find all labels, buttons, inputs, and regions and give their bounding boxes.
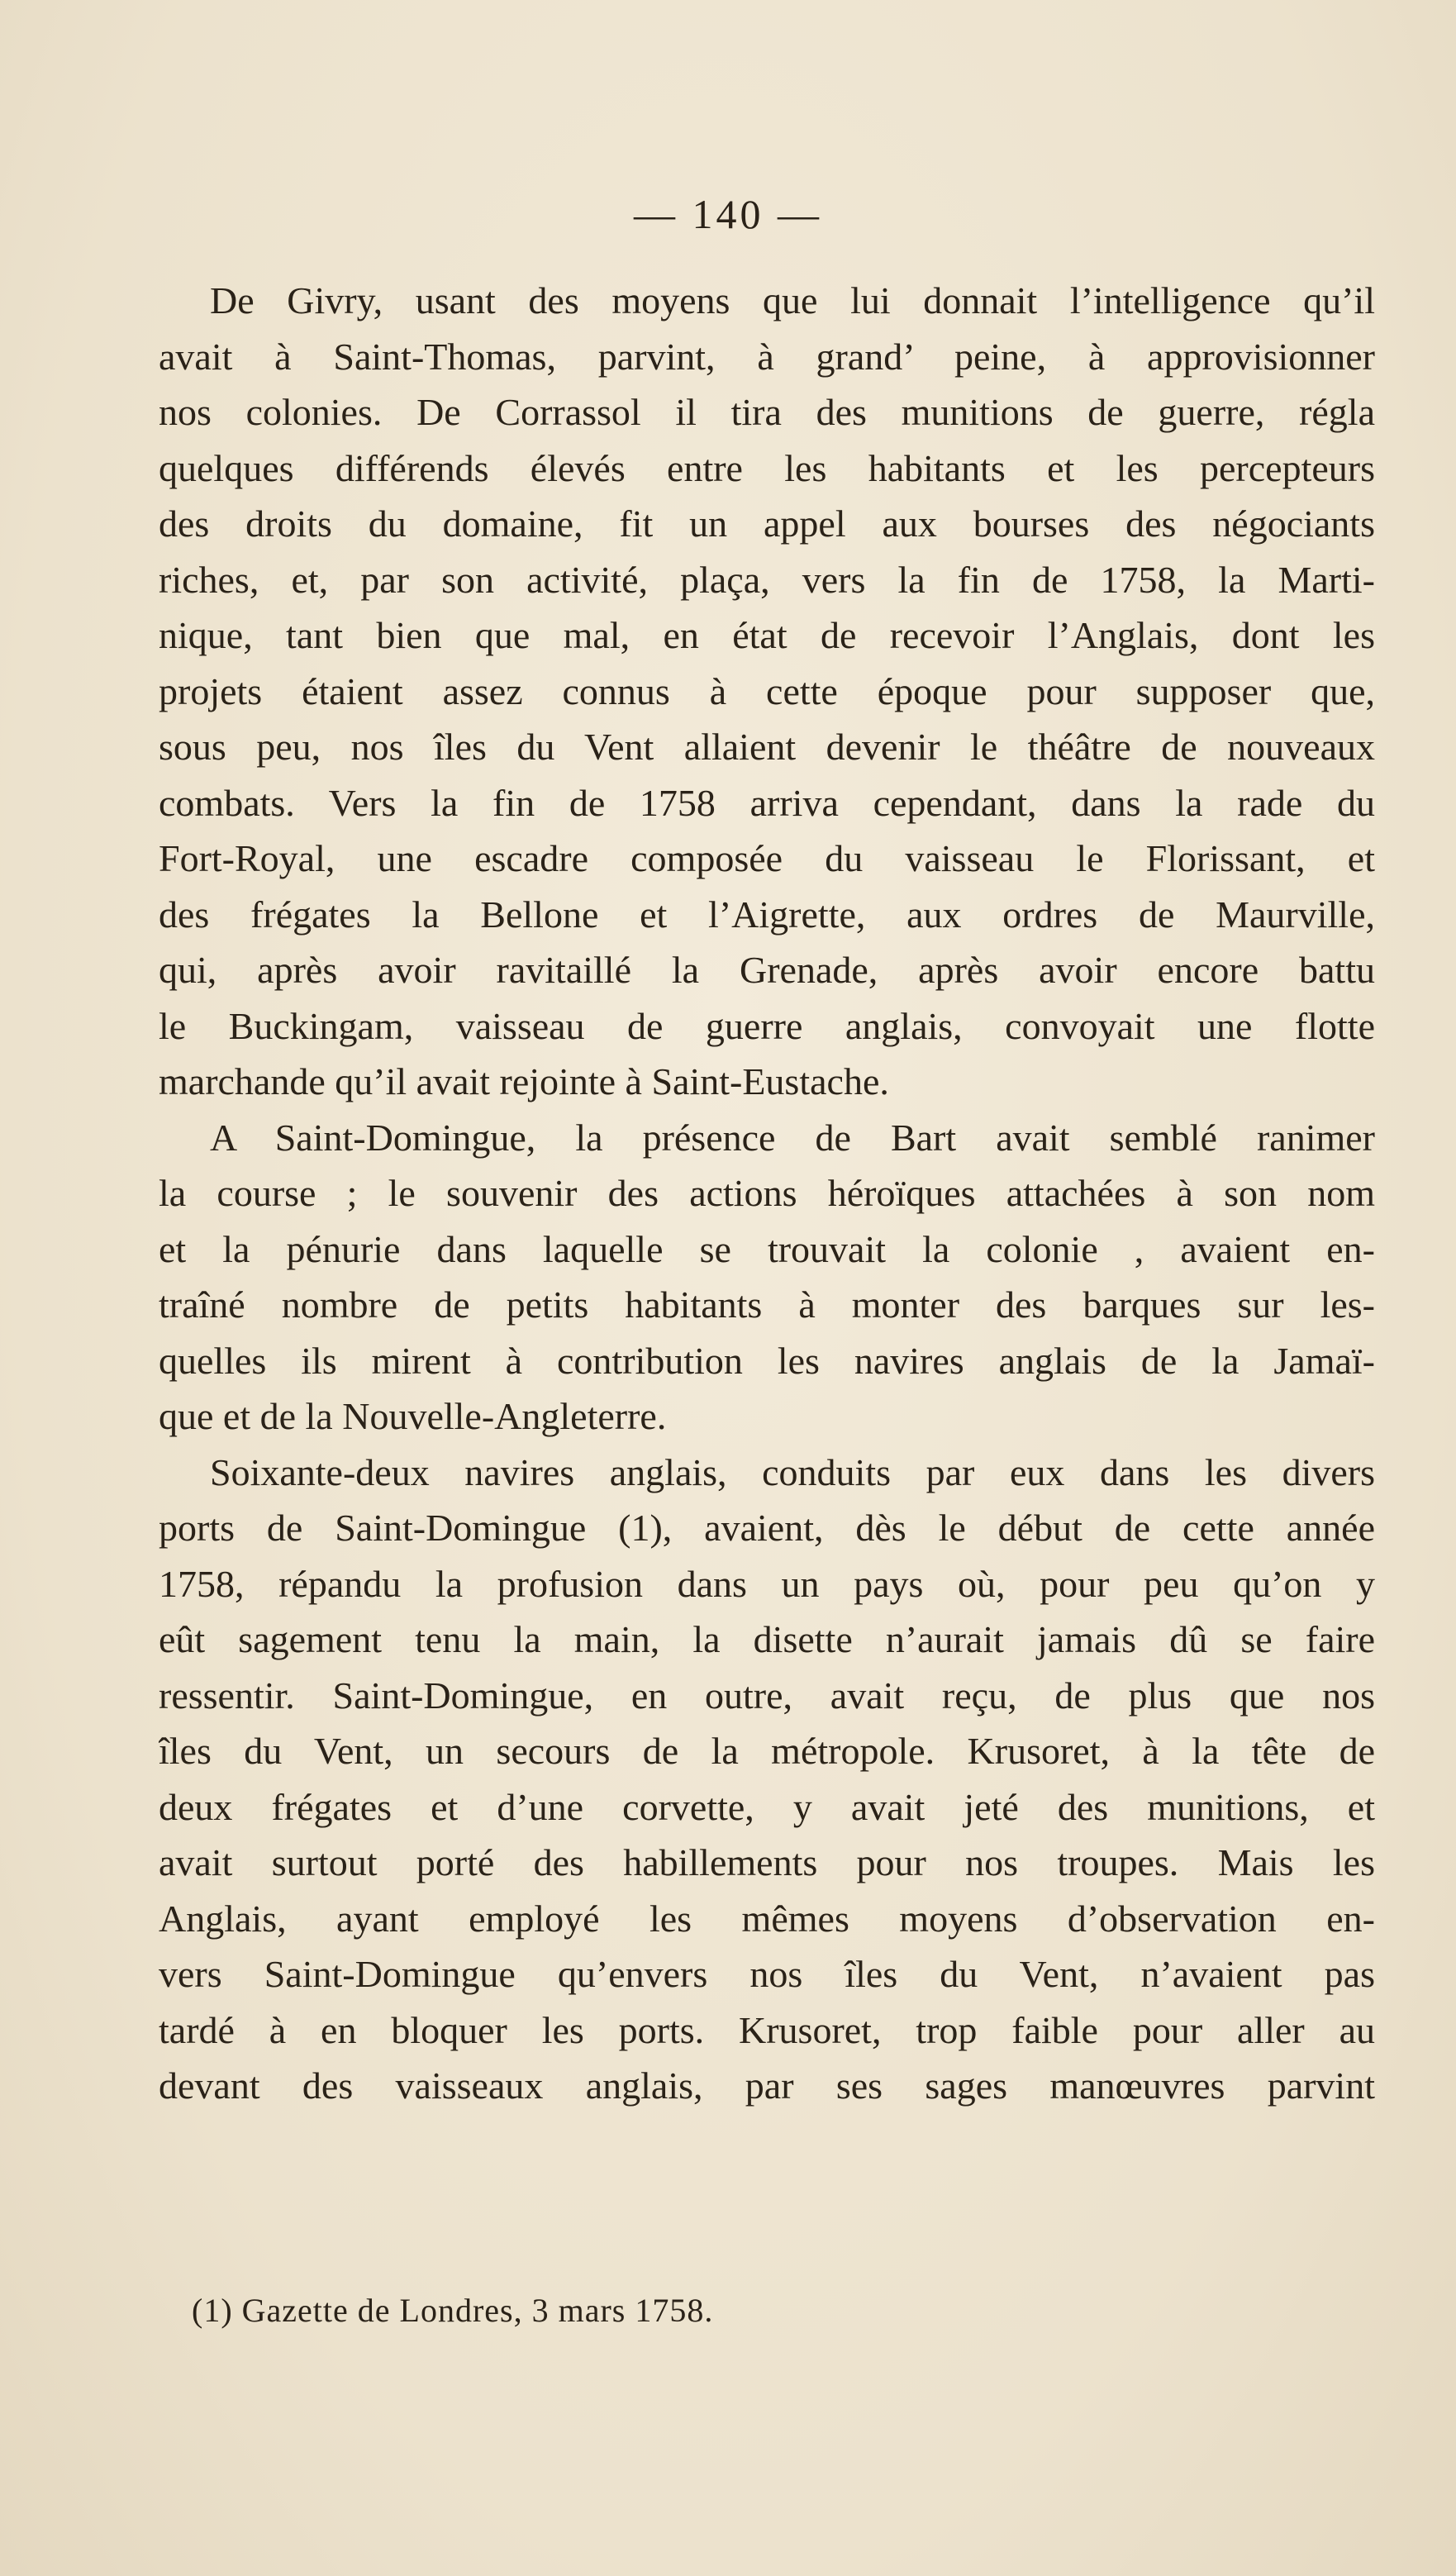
text-line: sous peu, nos îles du Vent allaient devenir le théâtre de nouveaux <box>159 726 1375 768</box>
text-line: vers Saint-Domingue qu’envers nos îles du Vent, n’avaient pas <box>159 1953 1375 1995</box>
text-line: Soixante-deux navires anglais, conduits par eux dans les divers <box>210 1450 1375 1493</box>
text-line: deux frégates et d’une corvette, y avait jeté des munitions, et <box>159 1785 1375 1828</box>
text-line: marchande qu’il avait rejointe à Saint-Eustache. <box>159 1060 889 1102</box>
body-text <box>159 273 1375 2114</box>
text-line: devant des vaisseaux anglais, par ses sages manœuvres parvint <box>159 2064 1375 2107</box>
footnote: (1) Gazette de Londres, 3 mars 1758. <box>192 2292 714 2329</box>
text-line: quelles ils mirent à contribution les navires anglais de la Jamaï- <box>159 1339 1375 1382</box>
text-line: tardé à en bloquer les ports. Krusoret, trop faible pour aller au <box>159 2008 1375 2051</box>
text-line: Anglais, ayant employé les mêmes moyens d’observation en- <box>159 1897 1375 1940</box>
text-line: îles du Vent, un secours de la métropole. Krusoret, à la tête de <box>159 1730 1375 1772</box>
text-line: quelques différends élevés entre les habitants et les percepteurs <box>159 446 1375 489</box>
text-line: et la pénurie dans laquelle se trouvait la colonie , avaient en- <box>159 1227 1375 1270</box>
text-line: riches, et, par son activité, plaça, vers la fin de 1758, la Marti- <box>159 558 1375 601</box>
text-line: avait à Saint-Thomas, parvint, à grand’ peine, à approvisionner <box>159 335 1375 378</box>
text-line: des frégates la Bellone et l’Aigrette, aux ordres de Maurville, <box>159 893 1375 936</box>
text-line: avait surtout porté des habillements pour nos troupes. Mais les <box>159 1841 1375 1883</box>
text-line: des droits du domaine, fit un appel aux bourses des négociants <box>159 502 1375 545</box>
text-line: nique, tant bien que mal, en état de recevoir l’Anglais, dont les <box>159 614 1375 656</box>
text-line: traîné nombre de petits habitants à monter des barques sur les- <box>159 1283 1375 1326</box>
text-line: ressentir. Saint-Domingue, en outre, avait reçu, de plus que nos <box>159 1674 1375 1717</box>
text-line: 1758, répandu la profusion dans un pays où, pour peu qu’on y <box>159 1562 1375 1605</box>
text-line: combats. Vers la fin de 1758 arriva cependant, dans la rade du <box>159 781 1375 824</box>
text-line: le Buckingam, vaisseau de guerre anglais, convoyait une flotte <box>159 1004 1375 1047</box>
text-line: Fort-Royal, une escadre composée du vaisseau le Florissant, et <box>159 837 1375 879</box>
text-line: eût sagement tenu la main, la disette n’aurait jamais dû se faire <box>159 1618 1375 1660</box>
page-number: — 140 — <box>634 191 822 237</box>
text-line: que et de la Nouvelle-Angleterre. <box>159 1395 667 1437</box>
text-line: projets étaient assez connus à cette époque pour supposer que, <box>159 669 1375 712</box>
text-line: nos colonies. De Corrassol il tira des munitions de guerre, régla <box>159 391 1375 433</box>
text-line: A Saint-Domingue, la présence de Bart avait semblé ranimer <box>210 1116 1375 1159</box>
text-line: la course ; le souvenir des actions héroïques attachées à son nom <box>159 1172 1375 1214</box>
text-line: ports de Saint-Domingue (1), avaient, dès le début de cette année <box>159 1507 1375 1549</box>
text-line: De Givry, usant des moyens que lui donnait l’intelligence qu’il <box>210 279 1375 321</box>
text-line: qui, après avoir ravitaillé la Grenade, après avoir encore battu <box>159 949 1375 991</box>
